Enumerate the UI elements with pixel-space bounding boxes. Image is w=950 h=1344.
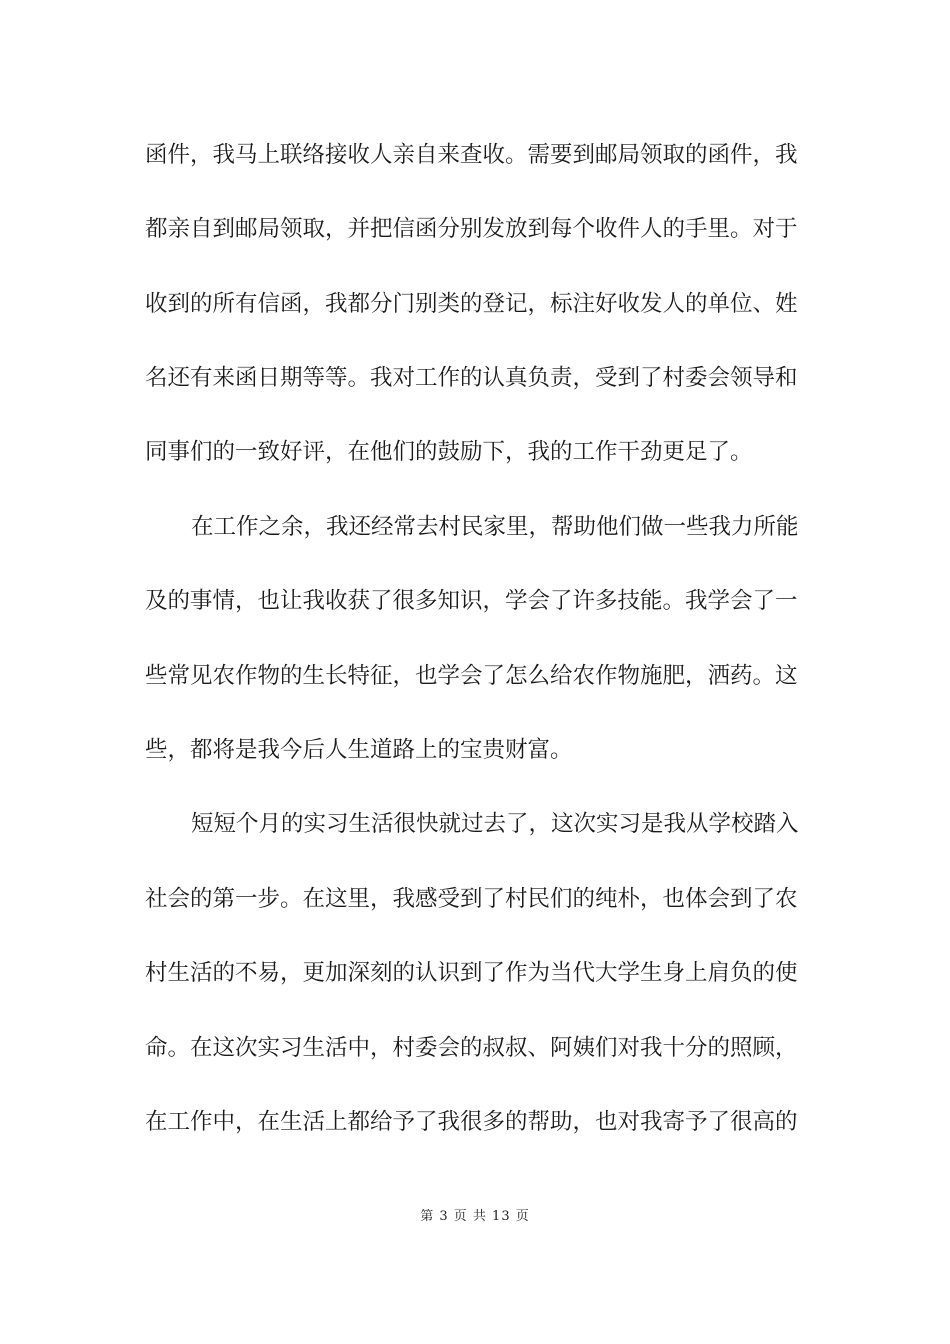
text-line: 收到的所有信函，我都分门别类的登记，标注好收发人的单位、姓 [145, 291, 798, 317]
text-line: 命。在这次实习生活中，村委会的叔叔、阿姨们对我十分的照顾， [145, 1035, 798, 1061]
text-line: 同事们的一致好评，在他们的鼓励下，我的工作干劲更足了。 [145, 439, 753, 465]
page-number-footer [0, 1208, 950, 1226]
text-line: 名还有来函日期等等。我对工作的认真负责，受到了村委会领导和 [145, 365, 798, 391]
paragraph-start-line: 在工作之余，我还经常去村民家里，帮助他们做一些我力所能 [191, 514, 799, 540]
text-line: 及的事情，也让我收获了很多知识，学会了许多技能。我学会了一 [145, 588, 798, 614]
text-line: 社会的第一步。在这里，我感受到了村民们的纯朴，也体会到了农 [145, 886, 798, 912]
page-number-label: 第 3 页 共 13 页 [420, 1209, 530, 1224]
text-line: 些，都将是我今后人生道路上的宝贵财富。 [145, 737, 573, 763]
paragraph-start-line: 短短个月的实习生活很快就过去了，这次实习是我从学校踏入 [191, 811, 799, 837]
text-line: 函件，我马上联络接收人亲自来查收。需要到邮局领取的函件，我 [145, 142, 798, 168]
text-line: 在工作中，在生活上都给予了我很多的帮助，也对我寄予了很高的 [145, 1109, 798, 1135]
text-line: 些常见农作物的生长特征，也学会了怎么给农作物施肥，洒药。这 [145, 663, 798, 689]
text-line: 村生活的不易，更加深刻的认识到了作为当代大学生身上肩负的使 [145, 960, 798, 986]
text-line: 都亲自到邮局领取，并把信函分别发放到每个收件人的手里。对于 [145, 216, 798, 242]
